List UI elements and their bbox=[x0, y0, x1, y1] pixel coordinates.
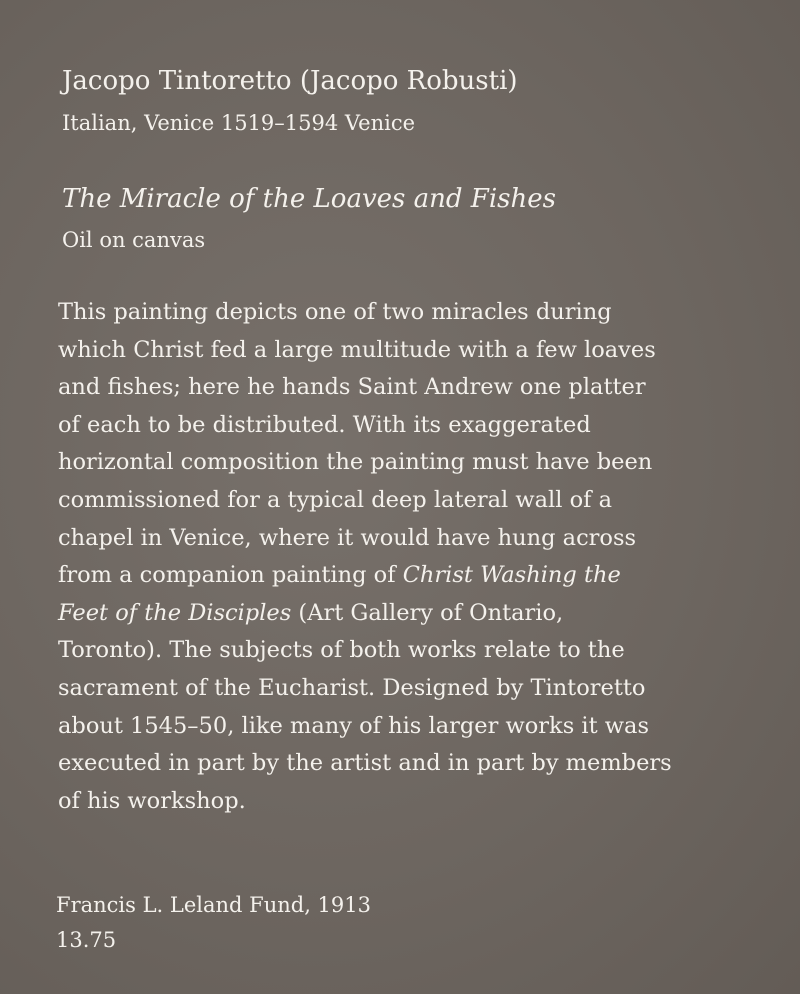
artwork-medium: Oil on canvas bbox=[62, 228, 206, 252]
description-line: and fishes; here he hands Saint Andrew one platter bbox=[58, 374, 646, 401]
description-paragraph bbox=[58, 294, 758, 820]
description-line: commissioned for a typical deep lateral wall of a bbox=[58, 486, 613, 513]
description-line: This painting depicts one of two miracles during bbox=[58, 299, 612, 325]
artwork-title: The Miracle of the Loaves and Fishes bbox=[62, 184, 556, 214]
description-line: of his workshop. bbox=[58, 787, 246, 814]
description-text: from a companion painting of bbox=[58, 562, 403, 589]
description-line: which Christ fed a large multitude with a few loaves bbox=[58, 336, 656, 363]
description-line: about 1545–50, like many of his larger works it was bbox=[58, 712, 649, 739]
companion-painting-title: Feet of the Disciples bbox=[58, 599, 292, 626]
credit-line: Francis L. Leland Fund, 1913 bbox=[56, 893, 371, 917]
description-line: executed in part by the artist and in part by members bbox=[58, 750, 672, 777]
description-line: chapel in Venice, where it would have hung across bbox=[58, 524, 637, 551]
companion-painting-title: Christ Washing the bbox=[402, 562, 621, 589]
description-text: (Art Gallery of Ontario, bbox=[291, 599, 564, 626]
description-line: sacrament of the Eucharist. Designed by Tintoretto bbox=[58, 674, 646, 701]
artist-name: Jacopo Tintoretto (Jacopo Robusti) bbox=[62, 66, 518, 96]
description-line: horizontal composition the painting must have been bbox=[58, 449, 653, 476]
description-line bbox=[58, 557, 758, 595]
description-line bbox=[58, 595, 758, 633]
description-line: of each to be distributed. With its exaggerated bbox=[58, 411, 591, 438]
accession-number: 13.75 bbox=[56, 928, 117, 952]
description-line: Toronto). The subjects of both works relate to the bbox=[58, 637, 625, 664]
artist-nationality: Italian, Venice 1519–1594 Venice bbox=[62, 111, 416, 135]
